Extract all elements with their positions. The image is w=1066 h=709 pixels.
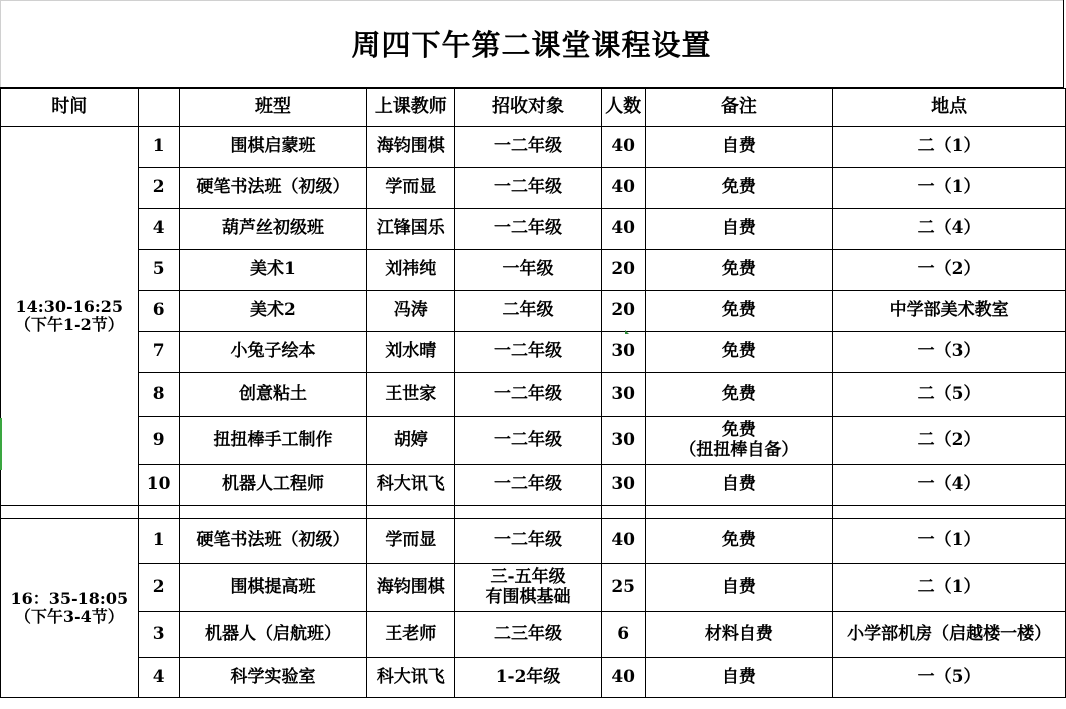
empty-cell[interactable] (833, 506, 1066, 519)
num-cell[interactable]: 1 (138, 519, 179, 564)
location-cell[interactable]: 二（5） (833, 373, 1066, 417)
empty-cell[interactable] (601, 506, 645, 519)
class-type-cell[interactable]: 硬笔书法班（初级） (179, 519, 367, 564)
period-label: （下午1-2节） (14, 315, 124, 334)
count-cell[interactable]: 40 (601, 168, 645, 209)
class-type-cell[interactable]: 机器人工程师 (179, 465, 367, 506)
target-cell[interactable]: 二年级 (455, 291, 601, 332)
empty-cell[interactable] (138, 506, 179, 519)
time-slot-cell[interactable] (1, 127, 139, 506)
class-type-cell[interactable]: 创意粘土 (179, 373, 367, 417)
table-row (1, 250, 1066, 291)
remark-cell[interactable]: 免费 (645, 250, 833, 291)
teacher-cell[interactable]: 胡婷 (367, 417, 455, 465)
target-cell[interactable]: 一二年级 (455, 332, 601, 373)
teacher-cell[interactable]: 王老师 (367, 612, 455, 658)
table-row (1, 168, 1066, 209)
header-num[interactable] (138, 89, 179, 127)
page-title: 周四下午第二课堂课程设置 (351, 28, 712, 62)
count-cell[interactable]: 25 (601, 564, 645, 612)
target-cell[interactable]: 一二年级 (455, 519, 601, 564)
teacher-cell[interactable]: 江锋国乐 (367, 209, 455, 250)
remark-cell[interactable]: 自费 (645, 209, 833, 250)
count-cell[interactable]: 40 (601, 658, 645, 698)
schedule-table (0, 88, 1066, 698)
empty-cell[interactable] (455, 506, 601, 519)
class-type-cell[interactable]: 美术1 (179, 250, 367, 291)
teacher-cell[interactable]: 科大讯飞 (367, 658, 455, 698)
num-cell[interactable]: 4 (138, 658, 179, 698)
target-cell[interactable]: 一二年级 (455, 168, 601, 209)
count-cell[interactable]: 20 (601, 250, 645, 291)
location-cell[interactable]: 一（3） (833, 332, 1066, 373)
empty-cell[interactable] (1, 506, 139, 519)
num-cell[interactable]: 2 (138, 168, 179, 209)
teacher-cell[interactable]: 学而显 (367, 519, 455, 564)
num-cell[interactable]: 5 (138, 250, 179, 291)
num-cell[interactable]: 8 (138, 373, 179, 417)
class-type-cell[interactable]: 机器人（启航班） (179, 612, 367, 658)
location-cell[interactable]: 中学部美术教室 (833, 291, 1066, 332)
location-cell[interactable]: 二（2） (833, 417, 1066, 465)
table-row (1, 564, 1066, 612)
remark-line2: （扭扭棒自备） (679, 439, 799, 460)
remark-cell[interactable]: 免费 (645, 168, 833, 209)
remark-cell[interactable]: 自费 (645, 465, 833, 506)
table-row (1, 519, 1066, 564)
class-type-cell[interactable]: 葫芦丝初级班 (179, 209, 367, 250)
header-row (1, 89, 1066, 127)
remark-cell[interactable]: 免费 (645, 519, 833, 564)
header-time[interactable]: 时间 (1, 89, 139, 127)
count-cell[interactable]: 30 (601, 332, 645, 373)
header-class-type[interactable]: 班型 (179, 89, 367, 127)
target-cell[interactable]: 一二年级 (455, 209, 601, 250)
target-cell[interactable]: 一二年级 (455, 417, 601, 465)
class-type-cell[interactable]: 硬笔书法班（初级） (179, 168, 367, 209)
class-type-cell[interactable]: 小兔子绘本 (179, 332, 367, 373)
remark-line1: 免费 (721, 419, 756, 440)
class-type-cell[interactable]: 围棋提高班 (179, 564, 367, 612)
location-cell[interactable]: 一（2） (833, 250, 1066, 291)
class-type-cell[interactable]: 扭扭棒手工制作 (179, 417, 367, 465)
header-remark[interactable]: 备注 (645, 89, 833, 127)
period-label: （下午3-4节） (14, 607, 124, 626)
count-cell[interactable]: 30 (601, 373, 645, 417)
header-location[interactable]: 地点 (833, 89, 1066, 127)
class-type-cell[interactable]: 美术2 (179, 291, 367, 332)
num-cell[interactable]: 10 (138, 465, 179, 506)
num-cell[interactable]: 4 (138, 209, 179, 250)
location-cell[interactable]: 一（1） (833, 168, 1066, 209)
table-row (1, 209, 1066, 250)
header-teacher[interactable]: 上课教师 (367, 89, 455, 127)
num-cell[interactable]: 2 (138, 564, 179, 612)
table-row (1, 332, 1066, 373)
teacher-cell[interactable]: 海钧围棋 (367, 127, 455, 168)
target-cell[interactable]: 一二年级 (455, 465, 601, 506)
table-row (1, 417, 1066, 465)
location-cell[interactable]: 二（1） (833, 564, 1066, 612)
teacher-cell[interactable]: 王世家 (367, 373, 455, 417)
count-cell[interactable]: 30 (601, 465, 645, 506)
header-count[interactable]: 人数 (601, 89, 645, 127)
teacher-cell[interactable]: 刘水晴 (367, 332, 455, 373)
remark-cell[interactable]: 免费 (645, 291, 833, 332)
target-cell[interactable] (455, 564, 601, 612)
remark-cell[interactable]: 自费 (645, 658, 833, 698)
num-cell[interactable]: 6 (138, 291, 179, 332)
num-cell[interactable]: 1 (138, 127, 179, 168)
count-cell[interactable]: 40 (601, 127, 645, 168)
empty-cell[interactable] (645, 506, 833, 519)
target-line2: 有围棋基础 (485, 586, 571, 607)
location-cell[interactable]: 小学部机房（启越楼一楼） (833, 612, 1066, 658)
remark-cell[interactable]: 自费 (645, 564, 833, 612)
num-cell[interactable]: 9 (138, 417, 179, 465)
count-cell[interactable]: 40 (601, 209, 645, 250)
teacher-cell[interactable]: 冯涛 (367, 291, 455, 332)
teacher-cell[interactable]: 海钧围棋 (367, 564, 455, 612)
selection-marker (0, 418, 2, 470)
count-cell[interactable]: 30 (601, 417, 645, 465)
comment-indicator-icon (625, 330, 629, 334)
teacher-cell[interactable]: 刘祎纯 (367, 250, 455, 291)
table-row (1, 658, 1066, 698)
table-row (1, 127, 1066, 168)
teacher-cell[interactable]: 学而显 (367, 168, 455, 209)
remark-cell[interactable]: 材料自费 (645, 612, 833, 658)
remark-cell[interactable]: 自费 (645, 127, 833, 168)
target-cell[interactable]: 一二年级 (455, 373, 601, 417)
location-cell[interactable]: 一（5） (833, 658, 1066, 698)
target-cell[interactable]: 一年级 (455, 250, 601, 291)
teacher-cell[interactable]: 科大讯飞 (367, 465, 455, 506)
num-cell[interactable]: 7 (138, 332, 179, 373)
time-slot-cell[interactable] (1, 519, 139, 698)
class-type-cell[interactable]: 科学实验室 (179, 658, 367, 698)
count-cell[interactable]: 20 (601, 291, 645, 332)
target-cell[interactable]: 一二年级 (455, 127, 601, 168)
class-type-cell[interactable]: 围棋启蒙班 (179, 127, 367, 168)
header-target[interactable]: 招收对象 (455, 89, 601, 127)
location-cell[interactable]: 二（4） (833, 209, 1066, 250)
location-cell[interactable]: 一（4） (833, 465, 1066, 506)
location-cell[interactable]: 二（1） (833, 127, 1066, 168)
target-cell[interactable]: 1-2年级 (455, 658, 601, 698)
separator-row (1, 506, 1066, 519)
table-row (1, 373, 1066, 417)
time-range: 14:30-16:25 (15, 296, 124, 316)
table-row (1, 612, 1066, 658)
location-cell[interactable]: 一（1） (833, 519, 1066, 564)
remark-cell[interactable] (645, 417, 833, 465)
empty-cell[interactable] (179, 506, 367, 519)
table-row (1, 291, 1066, 332)
count-cell[interactable]: 6 (601, 612, 645, 658)
num-cell[interactable]: 3 (138, 612, 179, 658)
remark-cell[interactable]: 免费 (645, 332, 833, 373)
count-cell[interactable]: 40 (601, 519, 645, 564)
target-line1: 三-五年级 (490, 566, 566, 587)
empty-cell[interactable] (367, 506, 455, 519)
remark-cell[interactable]: 免费 (645, 373, 833, 417)
time-range: 16：35-18:05 (10, 588, 129, 608)
title-cell[interactable] (0, 0, 1064, 88)
table-row (1, 465, 1066, 506)
target-cell[interactable]: 二三年级 (455, 612, 601, 658)
